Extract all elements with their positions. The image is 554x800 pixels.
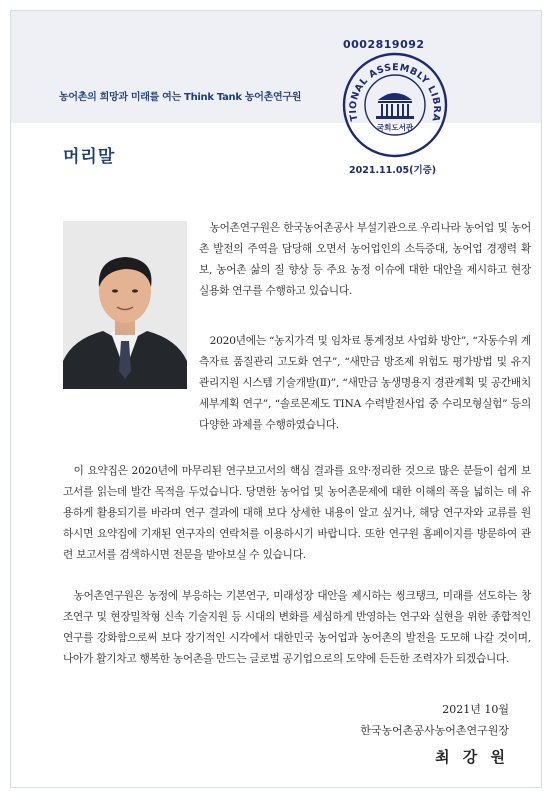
author-photo [63, 221, 187, 389]
header-band [11, 11, 541, 123]
signature-date: 2021년 10월 [442, 703, 509, 716]
svg-text:NATIONAL ASSEMBLY LIBRARY: TIONAL ASSEMBLY LIBRA [347, 62, 443, 123]
paragraph-3: 이 요약집은 2020년에 마무리된 연구보고서의 핵심 결과를 요약·정리한 것으로 많은 분들이 쉽게 보고서를 읽는데 발간 목적을 두었습니다. 당면한 농어업 및 농어촌문제에 대한 이해의 폭을 넓히는 데 유용하게 활용되기를 바라며 연구 결과에 대해 보다 상세한 내용이 알고 싶거나, 해당 연구자와 교류를 원하시면 요약집에 기재된 연구자의 연락처를 이용하시기 바랍니다. 또한 연구원 홈페이지를 방문하여 관련 보고서를 검색하시면 전문을 받아보실 수 있습니다. [63, 465, 531, 561]
seal-icon [340, 50, 450, 160]
page-title: 머리말 [63, 147, 116, 167]
preface-page [10, 10, 542, 788]
stamp-date: 2021.11.05(기증) [349, 165, 437, 176]
registration-number: 0002819092 [343, 38, 425, 51]
library-seal-stamp [340, 50, 450, 160]
header-tagline: 농어촌의 희망과 미래를 여는 Think Tank 농어촌연구원 [59, 92, 302, 103]
portrait-image [63, 221, 187, 389]
signature-name: 최 강 원 [435, 748, 509, 766]
signature-organization: 한국농어촌공사농어촌연구원장 [360, 724, 509, 737]
paragraph-4: 농어촌연구원은 농정에 부응하는 기본연구, 미래성장 대안을 제시하는 씽크탱크, 미래를 선도하는 창조연구 및 현장밀착형 신속 기술지원 등 시대의 변화를 세심하게 반영하는 연구와 실현을 위한 종합적인 연구를 강화함으로써 보다 장기적인 시각에서 대한민국 농어업과 농어촌의 발전을 도모해 나갈 것이며, 나아가 활기차고 행복한 농어촌을 만드는 글로벌 공기업으로의 도약에 든든한 조력자가 되겠습니다. [63, 590, 531, 665]
paragraph-2: 2020년에는 “농지가격 및 임차료 통계정보 사업화 방안”, “자동수위 계측자료 품질관리 고도화 연구”, “새만금 방조제 위험도 평가방법 및 유지관리지원 시스템 기술개발(Ⅱ)”, “새만금 농생명용지 경관계획 및 공간배치 세부계획 연구”, “솔로몬제도 TINA 수력발전사업 중 수리모형실험” 등의 다양한 과제를 수행하였습니다. [199, 335, 531, 431]
paragraph-1: 농어촌연구원은 한국농어촌공사 부설기관으로 우리나라 농어업 및 농어촌 발전의 주역을 담당해 오면서 농어업인의 소득증대, 농어업 경쟁력 확보, 농어촌 삶의 질 향상 등 주요 농정 이슈에 대한 대안을 제시하고 현장 실용화 연구를 수행하고 있습니다. [199, 222, 531, 297]
svg-text:국회도서관: 국회도서관 [376, 123, 414, 132]
